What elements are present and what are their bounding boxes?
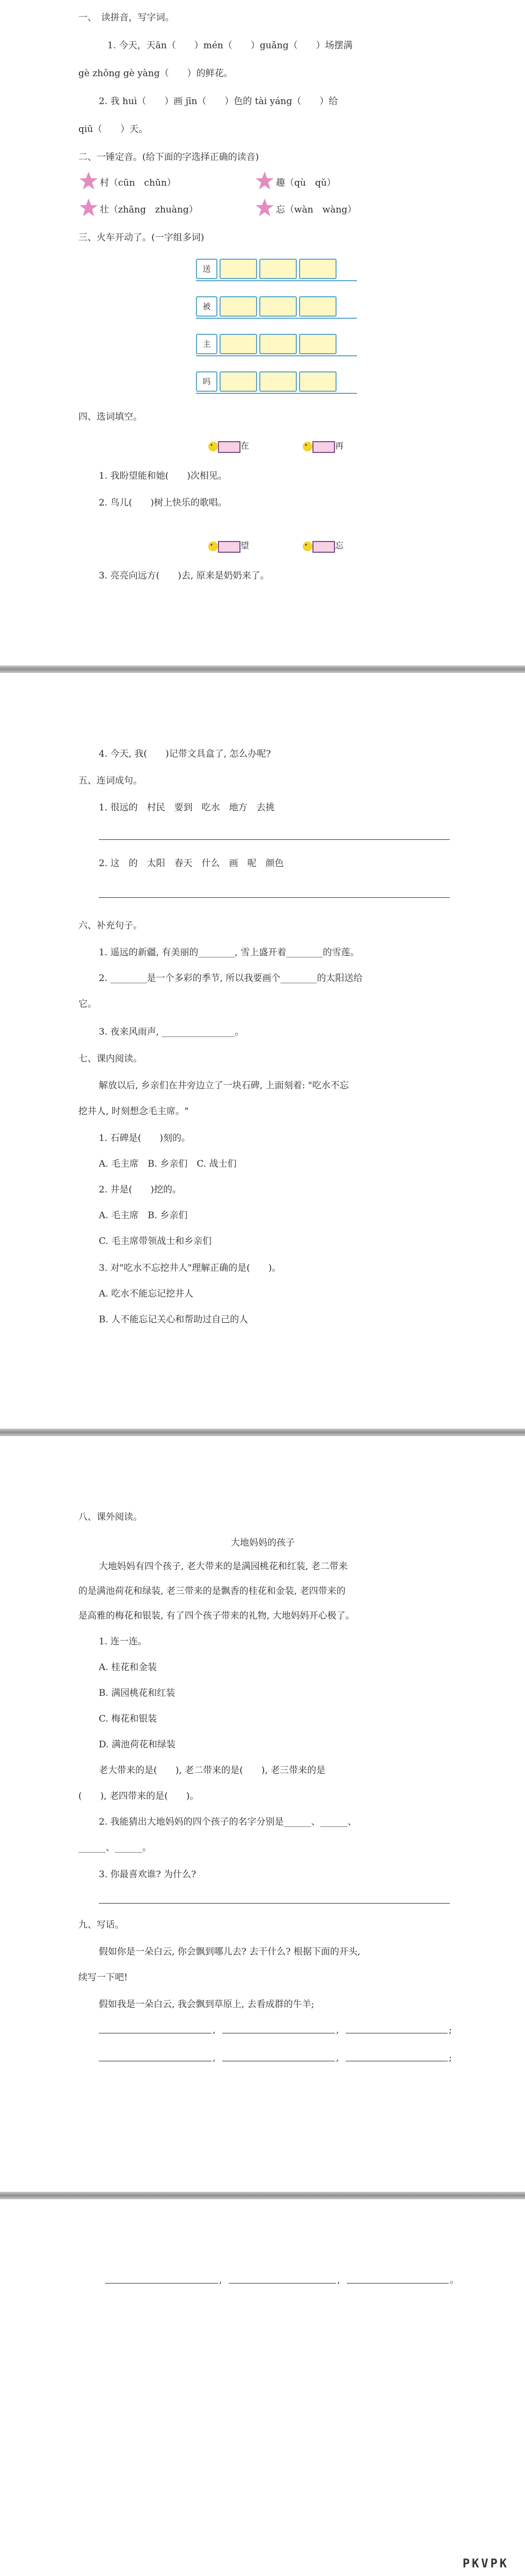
answer-box[interactable] [312, 441, 335, 453]
train-car-blank[interactable] [259, 259, 297, 279]
train-car-blank[interactable] [220, 296, 257, 317]
word-choice-box [302, 439, 345, 453]
answer-line[interactable] [99, 897, 450, 898]
chick-icon [302, 439, 313, 452]
option-text: C. 毛主席带领战士和乡亲们 [99, 1236, 212, 1247]
page-separator [0, 665, 525, 673]
star-icon [254, 197, 275, 218]
question-text: 1. 很远的 村民 要到 吃水 地方 去挑 [99, 802, 275, 813]
train-row [196, 332, 357, 360]
page-1 [0, 0, 525, 665]
question-text: 1. 遥远的新疆, 有美丽的________, 雪上盛开着________的雪莲。 [99, 947, 360, 958]
train-car-blank[interactable] [259, 371, 297, 392]
question-text: 3. 亮亮向远方( )去, 原来是奶奶来了。 [99, 570, 269, 581]
watermark-text: PKVPK [462, 2557, 509, 2571]
option-text: A. 桂花和金装 [99, 1662, 157, 1673]
question-text: ( ), 老四带来的是( )。 [78, 1791, 199, 1802]
page-4 [0, 2199, 525, 2576]
page-separator [0, 1429, 525, 1436]
question-text: 3. 夜来风雨声, ________________。 [99, 1027, 244, 1037]
star-icon [254, 171, 275, 191]
section-8-heading: 八、课外阅读。 [78, 1512, 142, 1523]
question-text: gè zhǒng gè yàng（ ）的鲜花。 [78, 68, 233, 79]
punctuation: , [219, 2275, 222, 2286]
train-car-blank[interactable] [220, 259, 257, 279]
passage-text: 是高雅的梅花和银装, 有了四个孩子带来的礼物, 大地妈妈开心极了。 [78, 1611, 355, 1621]
train-row [196, 369, 357, 397]
option-text: B. 人不能忘记关心和帮助过自己的人 [99, 1314, 249, 1325]
train-car-blank[interactable] [299, 296, 337, 317]
answer-line[interactable] [99, 839, 450, 840]
option-text: C. 梅花和银装 [99, 1714, 157, 1724]
train-head-char: 主 [196, 334, 217, 354]
train-car-blank[interactable] [299, 259, 337, 279]
punctuation: 。 [450, 2275, 459, 2286]
answer-box[interactable] [218, 441, 240, 453]
question-text: 2. 我能猜出大地妈妈的四个孩子的名字分别是______、______、 [99, 1817, 357, 1827]
punctuation: , [213, 2025, 216, 2036]
punctuation: ; [449, 2053, 452, 2063]
word-option: 忘 [335, 540, 344, 551]
question-text: 2. 我 huì（ ）画 jīn（ ）色的 tài yáng（ ）给 [99, 96, 338, 107]
chick-icon [207, 439, 219, 452]
option-text: B. 满园桃花和红装 [99, 1688, 176, 1699]
section-9-heading: 九、写话。 [78, 1920, 124, 1930]
train-row [196, 294, 357, 322]
question-text: 老大带来的是( ), 老二带来的是( ), 老三带来的是 [99, 1765, 326, 1776]
answer-box[interactable] [312, 541, 335, 553]
section-2-heading: 二、一锤定音。(给下面的字选择正确的读音) [78, 152, 259, 163]
passage-text: 解放以后, 乡亲们在井旁边立了一块石碑, 上面刻着: "吃水不忘 [99, 1080, 349, 1091]
question-text: 2. 鸟儿( )树上快乐的歌唱。 [99, 497, 227, 508]
option-text: A. 吃水不能忘记挖井人 [99, 1289, 194, 1299]
passage-text: 挖井人, 时刻想念毛主席。" [78, 1106, 189, 1117]
chick-icon [302, 539, 313, 552]
train-car-blank[interactable] [220, 371, 257, 392]
star-icon [78, 197, 99, 218]
punctuation: , [336, 2053, 339, 2063]
question-text: 1. 连一连。 [99, 1636, 147, 1647]
train-head-char: 送 [196, 259, 217, 279]
passage-text: 的是满池荷花和绿装, 老三带来的是飘香的桂花和金装, 老四带来的 [78, 1586, 346, 1597]
train-car-blank[interactable] [299, 334, 337, 354]
train-rail [196, 355, 357, 356]
section-5-heading: 五、连词成句。 [78, 775, 142, 786]
train-car-blank[interactable] [259, 334, 297, 354]
pinyin-choice: 趣（qù qǔ） [276, 178, 336, 188]
question-text: 1. 今天，天ān（ ）mén（ ）guǎng（ ）场摆满 [107, 40, 353, 51]
option-text: D. 满池荷花和绿装 [99, 1739, 176, 1750]
punctuation: , [213, 2053, 216, 2063]
punctuation: ; [449, 2025, 452, 2036]
prompt-text: 续写一下吧! [78, 1972, 128, 1983]
train-head-char: 吗 [196, 371, 217, 392]
train-row [196, 257, 357, 284]
train-car-blank[interactable] [299, 371, 337, 392]
question-text: 它。 [78, 999, 97, 1009]
word-option: 再 [335, 441, 344, 451]
question-text: 2. ________是一个多彩的季节, 所以我要画个________的太阳送给 [99, 973, 363, 984]
answer-line[interactable] [99, 1903, 450, 1904]
pinyin-choice: 村（cūn chūn） [100, 178, 176, 188]
train-rail [196, 280, 357, 281]
question-text: 3. 你最喜欢谁? 为什么? [99, 1869, 196, 1880]
answer-box[interactable] [218, 541, 240, 553]
page-2 [0, 673, 525, 1429]
section-6-heading: 六、补充句子。 [78, 920, 142, 931]
prompt-text: 假如你是一朵白云, 你会飘到哪儿去? 去干什么? 根据下面的开头, [99, 1946, 361, 1957]
train-rail [196, 393, 357, 394]
pinyin-choice: 壮（zhāng zhuàng） [100, 204, 198, 215]
page-3 [0, 1436, 525, 2192]
page-separator [0, 2192, 525, 2199]
word-choice-box [207, 539, 250, 553]
passage-title: 大地妈妈的孩子 [231, 1538, 295, 1548]
punctuation: , [337, 2275, 340, 2286]
word-choice-box [302, 539, 345, 553]
option-text: A. 毛主席 B. 乡亲们 [99, 1210, 188, 1221]
question-text: 1. 我盼望能和她( )次相见。 [99, 471, 227, 481]
section-7-heading: 七、课内阅读。 [78, 1053, 142, 1064]
question-text: 2. 井是( )挖的。 [99, 1184, 181, 1195]
star-icon [78, 171, 99, 191]
word-option: 望 [240, 540, 250, 551]
question-text: qiū（ ）天。 [78, 124, 148, 135]
answer-line[interactable] [105, 2283, 218, 2284]
question-text: 1. 石碑是( )刻的。 [99, 1133, 191, 1144]
question-text: ______、______。 [78, 1842, 151, 1853]
prompt-text: 假如我是一朵白云, 我会飘到草原上, 去看成群的牛羊; [99, 1999, 315, 2010]
pinyin-choice: 忘（wàn wàng） [276, 204, 357, 215]
question-text: 2. 这 的 太阳 春天 什么 画 呢 颜色 [99, 858, 284, 869]
answer-line[interactable] [229, 2283, 336, 2284]
train-head-char: 被 [196, 296, 217, 317]
section-4-heading: 四、选词填空。 [78, 412, 142, 422]
passage-text: 大地妈妈有四个孩子, 老大带来的是满园桃花和红装, 老二带来 [99, 1561, 348, 1572]
section-1-heading: 一、 读拼音，写字词。 [78, 12, 174, 23]
train-rail [196, 318, 357, 319]
train-car-blank[interactable] [220, 334, 257, 354]
question-text: 3. 对"吃水不忘挖井人"理解正确的是( )。 [99, 1263, 281, 1274]
chick-icon [207, 539, 219, 552]
option-text: A. 毛主席 B. 乡亲们 C. 战士们 [99, 1159, 237, 1169]
punctuation: , [336, 2025, 339, 2036]
word-option: 在 [240, 441, 250, 451]
section-3-heading: 三、火车开动了。(一字组多词) [78, 232, 205, 243]
answer-line[interactable] [347, 2283, 449, 2284]
word-choice-box [207, 439, 250, 453]
train-car-blank[interactable] [259, 296, 297, 317]
question-text: 4. 今天, 我( )记带文具盒了, 怎么办呢? [99, 749, 271, 759]
